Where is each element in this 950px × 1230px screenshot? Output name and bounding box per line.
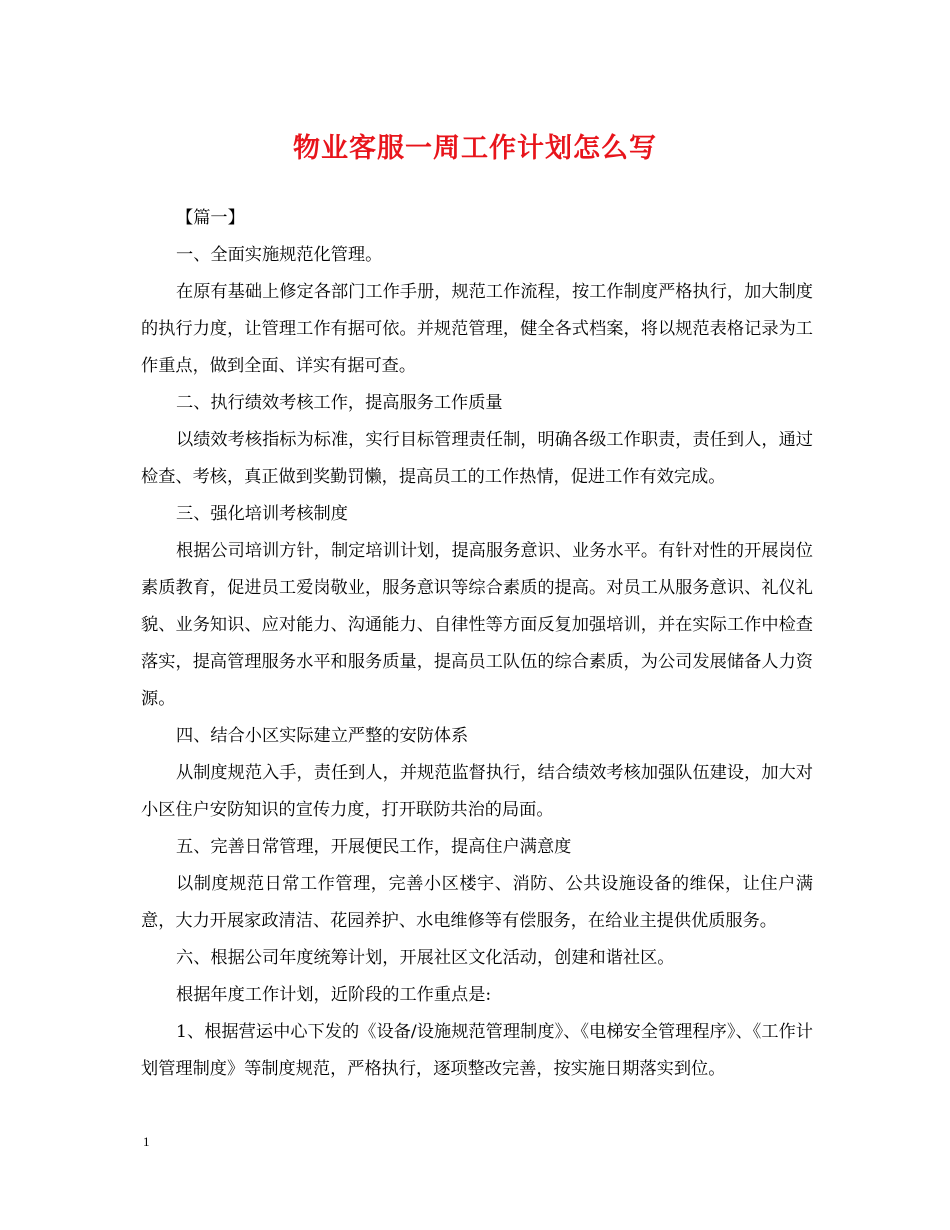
page-number: 1	[143, 1134, 150, 1149]
body-paragraph: 在原有基础上修定各部门工作手册，规范工作流程，按工作制度严格执行，加大制度的执行力度，让管理工作有据可依。并规范管理，健全各式档案，将以规范表格记录为工作重点，做到全面、详实有据可查。	[141, 282, 813, 376]
body-paragraph: 根据公司培训方针，制定培训计划，提高服务意识、业务水平。有针对性的开展岗位素质教育，促进员工爱岗敬业，服务意识等综合素质的提高。对员工从服务意识、礼仪礼貌、业务知识、应对能力、沟通能力、自律性等方面反复加强培训，并在实际工作中检查落实，提高管理服务水平和服务质量，提高员工队伍的综合素质，为公司发展储备人力资源。	[141, 541, 813, 709]
section-heading: 六、根据公司年度统筹计划，开展社区文化活动，创建和谐社区。	[176, 948, 675, 968]
section-heading: 五、完善日常管理，开展便民工作，提高住户满意度	[176, 837, 572, 857]
document-body	[141, 200, 813, 1088]
body-paragraph: 根据年度工作计划，近阶段的工作重点是:	[176, 985, 492, 1005]
document-title: 物业客服一周工作计划怎么写	[293, 133, 657, 164]
section-heading: 一、全面实施规范化管理。	[176, 245, 383, 265]
section-label: 【篇一】	[176, 208, 245, 228]
section-heading: 二、执行绩效考核工作，提高服务工作质量	[176, 393, 503, 413]
section-heading: 三、强化培训考核制度	[176, 504, 348, 524]
body-paragraph: 以制度规范日常工作管理，完善小区楼宇、消防、公共设施设备的维保，让住户满意，大力开展家政清洁、花园养护、水电维修等有偿服务，在给业主提供优质服务。	[141, 874, 813, 931]
body-paragraph: 从制度规范入手，责任到人，并规范监督执行，结合绩效考核加强队伍建设，加大对小区住户安防知识的宣传力度，打开联防共治的局面。	[141, 763, 813, 820]
body-paragraph: 1、根据营运中心下发的《设备/设施规范管理制度》、《电梯安全管理程序》、《工作计划管理制度》等制度规范，严格执行，逐项整改完善，按实施日期落实到位。	[141, 1022, 813, 1079]
body-paragraph: 以绩效考核指标为标准，实行目标管理责任制，明确各级工作职责，责任到人，通过检查、考核，真正做到奖勤罚懒，提高员工的工作热情，促进工作有效完成。	[141, 430, 813, 487]
section-heading: 四、结合小区实际建立严整的安防体系	[176, 726, 469, 746]
